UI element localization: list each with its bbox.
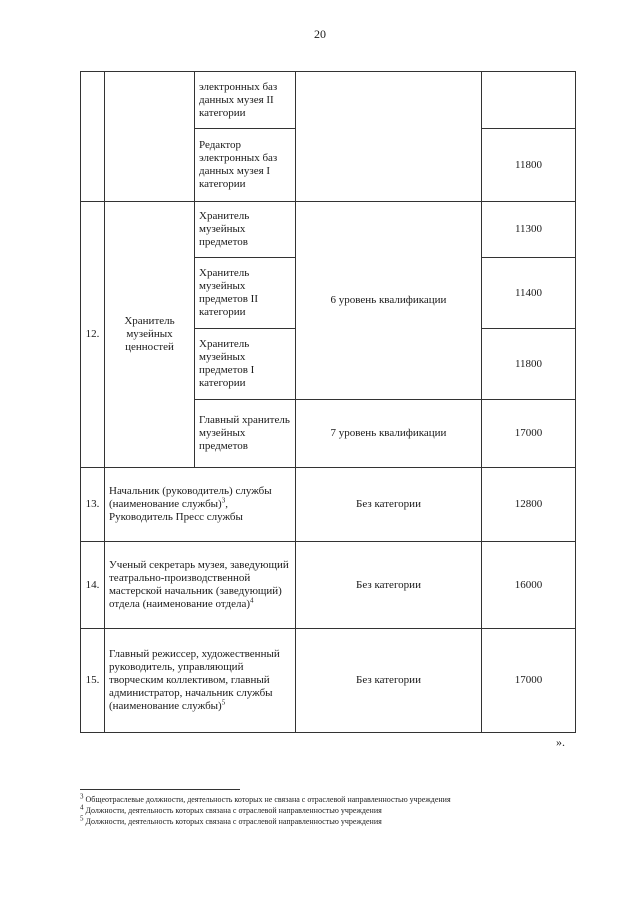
position-cell: Хранитель музейных предметов I категории <box>195 329 296 400</box>
salary-cell: 16000 <box>482 542 576 629</box>
footnote-ref: 5 <box>221 698 226 707</box>
position-cell: Хранитель музейных предметов <box>195 202 296 258</box>
position-cell: электронных баз данных музея II категории <box>195 72 296 129</box>
page-number: 20 <box>314 27 326 41</box>
salary-cell: 12800 <box>482 468 576 542</box>
salary-cell: 11400 <box>482 258 576 329</box>
salary-cell <box>482 72 576 129</box>
footnote-mark: 5 <box>80 814 84 823</box>
row-number: 12. <box>81 202 105 468</box>
row-number: 13. <box>81 468 105 542</box>
footnote-divider <box>80 789 240 790</box>
closing-quote: ». <box>556 735 565 749</box>
row-number: 14. <box>81 542 105 629</box>
position-text: Ученый секретарь музея, заведующий театрально-производственной мастерской начальник (заведующий) отдела (наименование отдела) <box>109 559 289 610</box>
group-name: Хранитель музейных ценностей <box>105 202 195 468</box>
footnote-mark: 3 <box>80 792 84 801</box>
table-row <box>81 629 576 733</box>
group-cell <box>105 72 195 202</box>
salary-cell: 17000 <box>482 400 576 468</box>
footnote-item <box>80 794 560 805</box>
footnote-text: Должности, деятельность которых связана с отраслевой направленностью учреждения <box>83 806 382 815</box>
footnote-item <box>80 816 560 827</box>
salary-table <box>80 71 576 733</box>
category-cell: Без категории <box>296 629 482 733</box>
position-cell: Хранитель музейных предметов II категории <box>195 258 296 329</box>
salary-cell: 11300 <box>482 202 576 258</box>
footnote-ref: 3 <box>221 496 226 505</box>
salary-cell: 11800 <box>482 129 576 202</box>
category-cell: Без категории <box>296 542 482 629</box>
qualification-level: 6 уровень квалификации <box>296 202 482 400</box>
row-number-cell <box>81 72 105 202</box>
position-cell <box>105 629 296 733</box>
category-cell: Без категории <box>296 468 482 542</box>
table-row <box>81 202 576 258</box>
qualification-cell <box>296 72 482 202</box>
position-text: Главный режиссер, художественный руководитель, управляющий творческим коллективом, главный администратор, начальник службы (наименование службы) <box>109 648 280 712</box>
footnotes <box>80 794 560 827</box>
footnote-text: Общеотраслевые должности, деятельность которых не связана с отраслевой направленностью учреждения <box>83 795 451 804</box>
table-row <box>81 468 576 542</box>
table-row <box>81 72 576 129</box>
footnote-text: Должности, деятельность которых связана с отраслевой направленностью учреждения <box>83 817 382 826</box>
position-cell <box>105 468 296 542</box>
position-cell <box>105 542 296 629</box>
footnote-mark: 4 <box>80 803 84 812</box>
table-row <box>81 542 576 629</box>
salary-cell: 11800 <box>482 329 576 400</box>
position-cell: Главный хранитель музейных предметов <box>195 400 296 468</box>
qualification-level: 7 уровень квалификации <box>296 400 482 468</box>
position-text: Начальник (руководитель) службы (наименование службы) <box>109 485 272 510</box>
row-number: 15. <box>81 629 105 733</box>
position-text: , Руководитель Пресс службы <box>109 498 243 523</box>
footnote-ref: 4 <box>250 596 254 605</box>
salary-cell: 17000 <box>482 629 576 733</box>
position-cell: Редактор электронных баз данных музея I категории <box>195 129 296 202</box>
footnote-item <box>80 805 560 816</box>
